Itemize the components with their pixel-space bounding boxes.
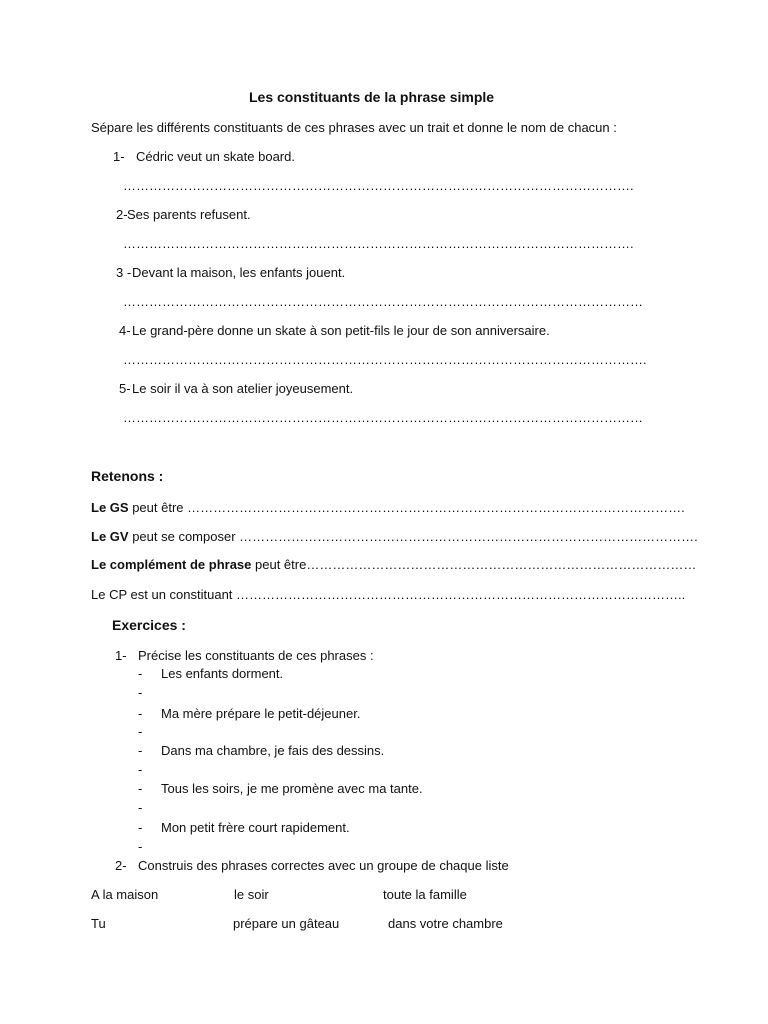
ex2-row-2-col-3: dans votre chambre [388, 916, 503, 931]
sentence-2-text: Ses parents refusent. [127, 207, 251, 222]
ex1-item-dash: - [138, 800, 143, 815]
retenons-line-gs [91, 500, 685, 515]
retenons-text: Le CP est un constituant ………………………………………………………………………………………….. [91, 587, 686, 602]
answer-line-5: ………………………………………………………………………………………………………… [123, 410, 643, 425]
ex1-item-text: Dans ma chambre, je fais des dessins. [161, 743, 385, 758]
sentence-5-number: 5- [119, 381, 131, 396]
ex1-item-dash: - [138, 820, 143, 835]
retenons-term: Le GV [91, 529, 129, 544]
sentence-3-text: Devant la maison, les enfants jouent. [132, 265, 346, 280]
sentence-3-number: 3 - [116, 265, 132, 280]
instruction: Sépare les différents constituants de ces phrases avec un trait et donne le nom de chacun : [91, 120, 617, 135]
ex2-row-2-col-1: Tu [91, 916, 106, 931]
ex1-item-text: Mon petit frère court rapidement. [161, 820, 350, 835]
ex1-item-dash: - [138, 666, 143, 681]
ex1-item-dash: - [138, 706, 143, 721]
ex1-item-dash: - [138, 762, 143, 777]
ex1-item-text: Ma mère prépare le petit-déjeuner. [161, 706, 361, 721]
ex1-item-dash: - [138, 839, 143, 854]
page-title: Les constituants de la phrase simple [249, 89, 495, 105]
ex2-row-2-col-2: prépare un gâteau [233, 916, 340, 931]
retenons-text: peut être……………………………………………………………………………… [251, 557, 697, 572]
sentence-5-text: Le soir il va à son atelier joyeusement. [132, 381, 354, 396]
ex1-item-text: Les enfants dorment. [161, 666, 284, 681]
retenons-line-gv [91, 529, 698, 544]
ex2-row-1-col-2: le soir [234, 887, 269, 902]
retenons-text: peut être ……………………………………………………………………………………………………. [128, 500, 685, 515]
retenons-term: Le GS [91, 500, 129, 515]
retenons-heading: Retenons : [91, 468, 164, 484]
retenons-line-cp [91, 587, 685, 602]
retenons-term: Le complément de phrase [91, 557, 252, 572]
answer-line-2: ………………………………………………………………………………………………………. [123, 236, 634, 251]
ex1-item-dash: - [138, 781, 143, 796]
sentence-1-number: 1- [113, 149, 125, 164]
ex1-item-dash: - [138, 685, 143, 700]
ex1-number: 1- [115, 648, 127, 663]
sentence-1-text: Cédric veut un skate board. [136, 149, 295, 164]
ex1-item-dash: - [138, 743, 143, 758]
ex2-row-1-col-1: A la maison [91, 887, 159, 902]
retenons-text: peut se composer ……………………………………………………………………………………………. [128, 529, 698, 544]
answer-line-3: ………………………………………………………………………………………………………… [123, 294, 643, 309]
ex1-prompt: Précise les constituants de ces phrases : [138, 648, 374, 663]
sentence-2-number: 2- [116, 207, 128, 222]
ex2-prompt: Construis des phrases correctes avec un groupe de chaque liste [138, 858, 509, 873]
ex1-item-text: Tous les soirs, je me promène avec ma tante. [161, 781, 423, 796]
answer-line-1: ………………………………………………………………………………………………………. [123, 178, 634, 193]
ex2-row-1-col-3: toute la famille [383, 887, 467, 902]
exercices-heading: Exercices : [112, 617, 186, 633]
retenons-line-complement [91, 557, 696, 572]
sentence-4-text: Le grand-père donne un skate à son petit-fils le jour de son anniversaire. [132, 323, 550, 338]
sentence-4-number: 4- [119, 323, 131, 338]
ex1-item-dash: - [138, 724, 143, 739]
ex2-number: 2- [115, 858, 127, 873]
answer-line-4: …………………………………………………………………………………………………………. [123, 352, 647, 367]
